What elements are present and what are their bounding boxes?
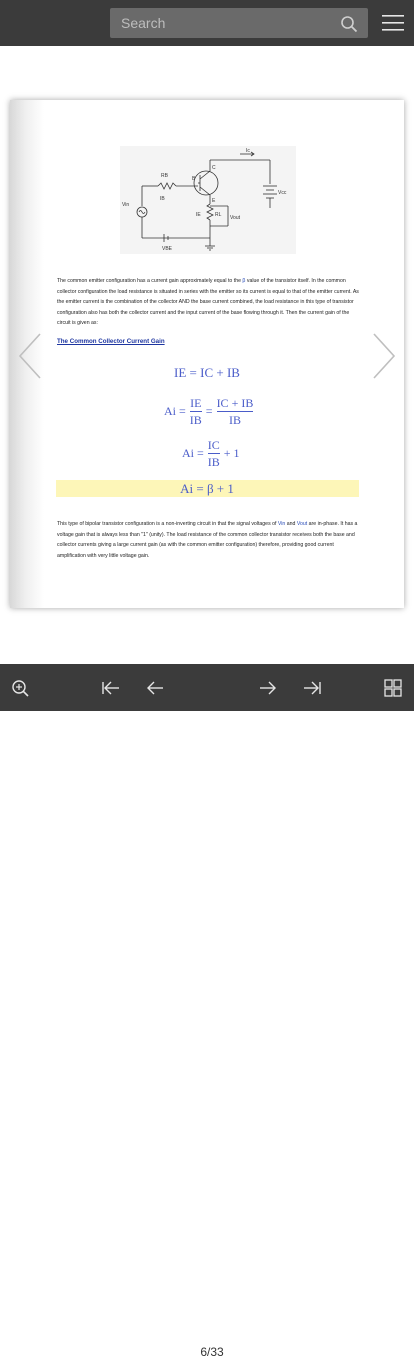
transistor-circuit-diagram: [120, 146, 296, 254]
document-viewer: [0, 46, 414, 664]
label-vin: Vin: [122, 202, 130, 208]
page-number-input[interactable]: 6/33: [183, 1343, 241, 1361]
label-ie: IE: [196, 212, 201, 218]
formula-emitter-current: IE = IC + IB: [174, 365, 240, 380]
label-rl: RL: [215, 212, 222, 218]
formula-beta-plus-one: Ai = β + 1: [180, 481, 234, 496]
last-page-icon[interactable]: [302, 679, 322, 697]
bottom-toolbar: [0, 664, 414, 1359]
label-vbe: VBE: [162, 246, 173, 252]
search-input[interactable]: [110, 8, 368, 38]
next-page-arrow-icon[interactable]: [368, 332, 398, 380]
document-page: [10, 100, 404, 608]
paragraph-non-inverting: This type of bipolar transistor configuration is a non-inverting circuit in that the signal voltages of Vin and Vout are in-phase. It has a voltage gain that is always less than "1" (unity). The load resistance of the common collector transistor receives both the base and collector currents giving a large current gain (as with the common emitter configuration) therefore, providing good current amplification with very little voltage gain.: [57, 521, 358, 559]
zoom-in-icon[interactable]: [11, 679, 31, 697]
search-placeholder: Search: [121, 15, 166, 31]
label-rb: RB: [161, 173, 168, 179]
paragraph-current-gain: The common emitter configuration has a current gain approximately equal to the β value of the transistor itself. In the common collector configuration the load resistance is situated in series with the emitter so its current is equal to that of the emitter current. As the emitter current is the combination of the collector AND the base current combined, the load resistance in this type of transistor configuration also has both the collector current and the input current of the base flowing through it. Then the current gain of the circuit is given as:: [57, 278, 359, 327]
formula-current-gain-simplified: Ai = $\frac{IC}{IB}$ + 1: [182, 438, 240, 469]
search-icon[interactable]: [340, 15, 358, 33]
label-b: B: [192, 176, 196, 182]
label-e: E: [212, 198, 216, 204]
previous-page-arrow-icon[interactable]: [16, 332, 46, 380]
label-vout: Vout: [230, 215, 241, 221]
formula-current-gain-expanded: Ai = $\frac{IE}{IB}$ = $\frac{IC + IB}{IB}$: [164, 396, 254, 427]
label-ic: Ic: [246, 148, 250, 154]
label-ib: IB: [160, 196, 165, 202]
menu-icon[interactable]: [382, 13, 404, 33]
grid-icon[interactable]: [383, 679, 403, 697]
next-page-icon[interactable]: [258, 679, 278, 697]
top-toolbar: [0, 0, 414, 46]
first-page-icon[interactable]: [101, 679, 121, 697]
previous-page-icon[interactable]: [145, 679, 165, 697]
section-heading: The Common Collector Current Gain: [57, 338, 165, 345]
label-vcc: Vcc: [278, 190, 287, 196]
label-c: C: [212, 165, 216, 171]
